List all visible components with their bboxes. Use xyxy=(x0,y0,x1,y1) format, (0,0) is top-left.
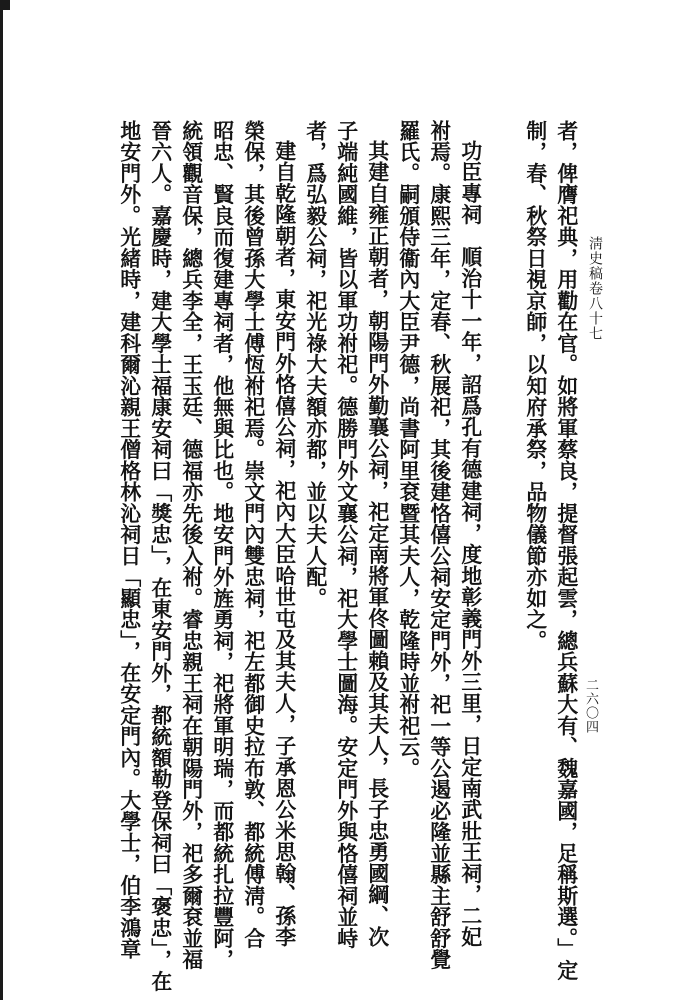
text-column-1: 者，俾膺祀典，用勸在官。如將軍蔡良，提督張起雲，總兵蘇大有、魏嘉國，足稱斯選。」定 xyxy=(553,120,579,981)
text-column-13: 晉六人。嘉慶時，建大學士福康安祠曰「獎忠」，在東安門外，都統額勒登保祠曰「褒忠」，在 xyxy=(147,120,173,992)
text-column-11: 昭忠、賢良而復建專祠者，他無與比也。地安門外旌勇祠，祀將軍明瑞，而都統扎拉豐阿， xyxy=(209,120,235,970)
text-column-10: 榮保，其後曾孫大學士傅恆祔祀焉。崇文門內雙忠祠，祀左都御史拉布敦、都統傅淸。合 xyxy=(240,120,266,949)
text-column-3: 功臣專祠 順治十一年，詔爲孔有德建祠，度地彰義門外三里，日定南武壯王祠，二妃 xyxy=(457,140,483,948)
running-title: 淸史稿卷八十七 xyxy=(587,236,603,341)
page-number: 二六〇四 xyxy=(583,678,598,734)
text-column-14: 地安門外。光緒時，建科爾沁親王僧格林沁祠日「顯忠」，在安定門內。大學士，伯李鴻章 xyxy=(116,120,142,960)
text-column-7: 子端純國維，皆以軍功祔祀。德勝門外文襄公祠，祀大學士圖海。安定門外與恪僖祠並峙 xyxy=(333,120,359,949)
scan-corner-mark xyxy=(0,0,10,10)
text-column-4: 祔焉。康熙三年，定春、秋展祀，其後建恪僖公祠安定門外，祀一等公遏必隆並縣主舒舒覺 xyxy=(426,120,452,970)
text-column-9: 建自乾隆朝者，東安門外恪僖公祠，祀內大臣哈世屯及其夫人，子承恩公米思翰、孫李 xyxy=(271,140,297,948)
text-column-12: 統領觀音保，總兵李全，王玉廷、德福亦先後入祔。睿忠親王祠在朝陽門外，祀多爾袞並福 xyxy=(178,120,204,970)
text-column-8: 者，爲弘毅公祠，祀光祿大夫額亦都，並以夫人配。 xyxy=(302,120,328,609)
text-column-6: 其建自雍正朝者，朝陽門外勤襄公祠，祀定南將軍佟圖賴及其夫人，長子忠勇國綱、次 xyxy=(364,140,390,948)
scan-left-edge xyxy=(0,0,3,1000)
text-column-5: 羅氏。嗣頒侍衞內大臣尹德，尚書阿里袞暨其夫人，乾隆時並祔祀云。 xyxy=(395,120,421,779)
text-column-2: 制，春、秋祭日視京師，以知府承祭，品物儀節亦如之。 xyxy=(522,120,548,652)
